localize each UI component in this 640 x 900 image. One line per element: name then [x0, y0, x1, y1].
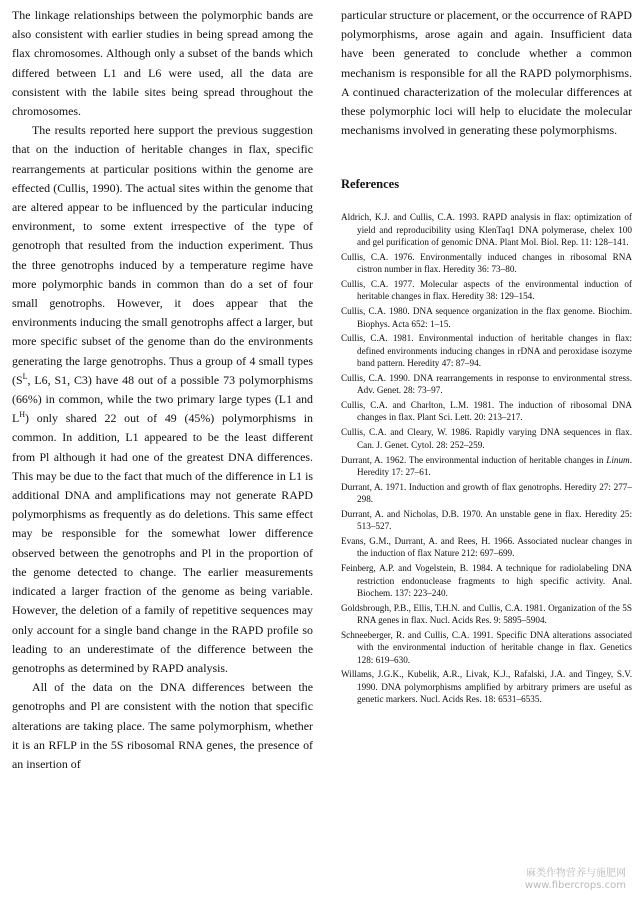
body-text: The results reported here support the previous suggestion that on the induction of heritable changes in flax, specific rearrangements at particular positions within the genome are effected (Cullis, 1990). The actual sites within the genome that are altered appear to be influenced by the particular inducing environment, to some extent irrespective of the type of genotroph that resulted from the induction experiment. Thus the three genotrophs induced by a temperature regime have more polymorphic bands in common than do a set of four small genotrophs. However, it does appear that the environments inducing the small genotrophs affect a larger, but more specific subset of the genome than do the environments generating the large genotrophs. Thus a group of 4 small types (S — [12, 123, 313, 387]
reference-item: Cullis, C.A. and Charlton, L.M. 1981. The induction of ribosomal DNA changes in flax. Plant Sci. Lett. 20: 213–217. — [341, 400, 632, 423]
site-watermark — [525, 868, 626, 892]
italic-genus-name: Linum — [606, 454, 630, 465]
body-paragraph: All of the data on the DNA differences between the genotrophs and Pl are consistent with the notion that specific alterations are taking place. The same polymorphism, whether it is an RFLP in the 5S ribosomal RNA genes, the presence of an insertion of — [12, 680, 313, 771]
reference-item: Cullis, C.A. 1976. Environmentally induced changes in ribosomal RNA cistron number in flax. Heredity 36: 73–80. — [341, 251, 632, 275]
reference-item: Durrant, A. 1962. The environmental induction of heritable changes in Linum. Heredity 17: 27–61. — [341, 454, 632, 477]
reference-item: Aldrich, K.J. and Cullis, C.A. 1993. RAPD analysis in flax: optimization of yield and reproducibility using KlenTaq1 DNA polymerase, chelex 100 and gel purification of genomic DNA. Plant Mol. Biol. Rep. 11: 128–141. — [341, 212, 632, 248]
body-paragraph: The linkage relationships between the polymorphic bands are also consistent with earlier studies in being spread among the flax chromosomes. Although only a subset of the bands which differed between L1 and L6 were used, all the data are consistent with the labile sites being spread throughout the chromosomes. — [12, 8, 313, 119]
superscript: L — [22, 371, 28, 381]
reference-item: Willams, J.G.K., Kubelik, A.R., Livak, K.J., Rafalski, J.A. and Tingey, S.V. 1990. DNA polymorphisms amplified by arbitrary primers are useful as genetic markers. Nucl. Acids Res. 18: 6531–6535. — [341, 669, 632, 705]
left-text-column — [12, 6, 313, 774]
reference-item: Cullis, C.A. 1980. DNA sequence organization in the flax genome. Biochim. Biophys. Acta 652: 1–15. — [341, 306, 632, 329]
body-text: ) only shared 22 out of 49 (45%) polymorphisms in common. In addition, L1 appeared to be the least different from Pl although it had one of the greatest DNA differences. This may be due to the fact that much of the difference in L1 is additional DNA and amplifications may not generate RAPD polymorphisms as frequently as do deletions. This same effect may be responsible for the somewhat lower difference observed between the genotrophs and Pl in the proportion of the genome detected to change. The earlier measurements indicated a larger fraction of the genome as being variable. However, the deletion of a family of repetitive sequences may only account for a single band change in the RAPD profile so leading to an underestimate of the difference between the genotrophs as determined by RAPD analysis. — [12, 411, 313, 675]
reference-item: Cullis, C.A. 1990. DNA rearrangements in response to environmental stress. Adv. Genet. 28: 73–97. — [341, 372, 632, 396]
reference-item: Cullis, C.A. 1977. Molecular aspects of the environmental induction of heritable changes in flax. Heredity 38: 129–154. — [341, 279, 632, 302]
superscript: H — [19, 410, 26, 420]
reference-item: Feinberg, A.P. and Vogelstein, B. 1984. A technique for radiolabeling DNA restriction endonuclease fragments to high specific activity. Anal. Biochem. 137: 223–240. — [341, 563, 632, 598]
watermark-site-name: 麻类作物营养与施肥网 — [526, 868, 626, 879]
reference-item: Cullis, C.A. 1981. Environmental induction of heritable changes in flax: defined environments inducing changes in rDNA and peroxidase isozyme band pattern. Heredity 47: 87–94. — [341, 333, 632, 369]
reference-item: Evans, G.M., Durrant, A. and Rees, H. 1966. Associated nuclear changes in the induction of flax Nature 212: 697–699. — [341, 536, 632, 559]
watermark-url: www.fibercrops.com — [524, 880, 626, 891]
body-paragraph — [12, 121, 313, 678]
reference-item: Durrant, A. and Nicholas, D.B. 1970. An unstable gene in flax. Heredity 25: 513–527. — [341, 508, 632, 532]
reference-item: Schneeberger, R. and Cullis, C.A. 1991. Specific DNA alterations associated with the environmental induction of heritable change in flax. Genetics 128: 619–630. — [341, 629, 632, 665]
right-text-column — [341, 6, 632, 708]
reference-list — [341, 211, 632, 705]
reference-item: Durrant, A. 1971. Induction and growth of flax genotrophs. Heredity 27: 277–298. — [341, 481, 632, 504]
references-heading: References — [341, 177, 400, 192]
reference-item: Cullis, C.A. and Cleary, W. 1986. Rapidly varying DNA sequences in flax. Can. J. Genet. Cytol. 28: 252–259. — [341, 427, 632, 450]
reference-item: Goldsbrough, P.B., Ellis, T.H.N. and Cullis, C.A. 1981. Organization of the 5S RNA genes in flax. Nucl. Acids Res. 9: 5895–5904. — [341, 602, 632, 626]
body-text: , L6, S1, C3) have 48 out of a possible 73 polymorphisms (66%) in common, while the two primary large types (L1 and L — [12, 372, 313, 426]
body-paragraph: particular structure or placement, or the occurrence of RAPD polymorphisms, arose again and again. Insufficient data have been generated to conclude whether a common mechanism is responsible for all the RAPD polymorphisms. A continued characterization of the molecular differences at these polymorphic loci will help to elucidate the molecular mechanisms involved in generating these polymorphisms. — [341, 8, 632, 138]
